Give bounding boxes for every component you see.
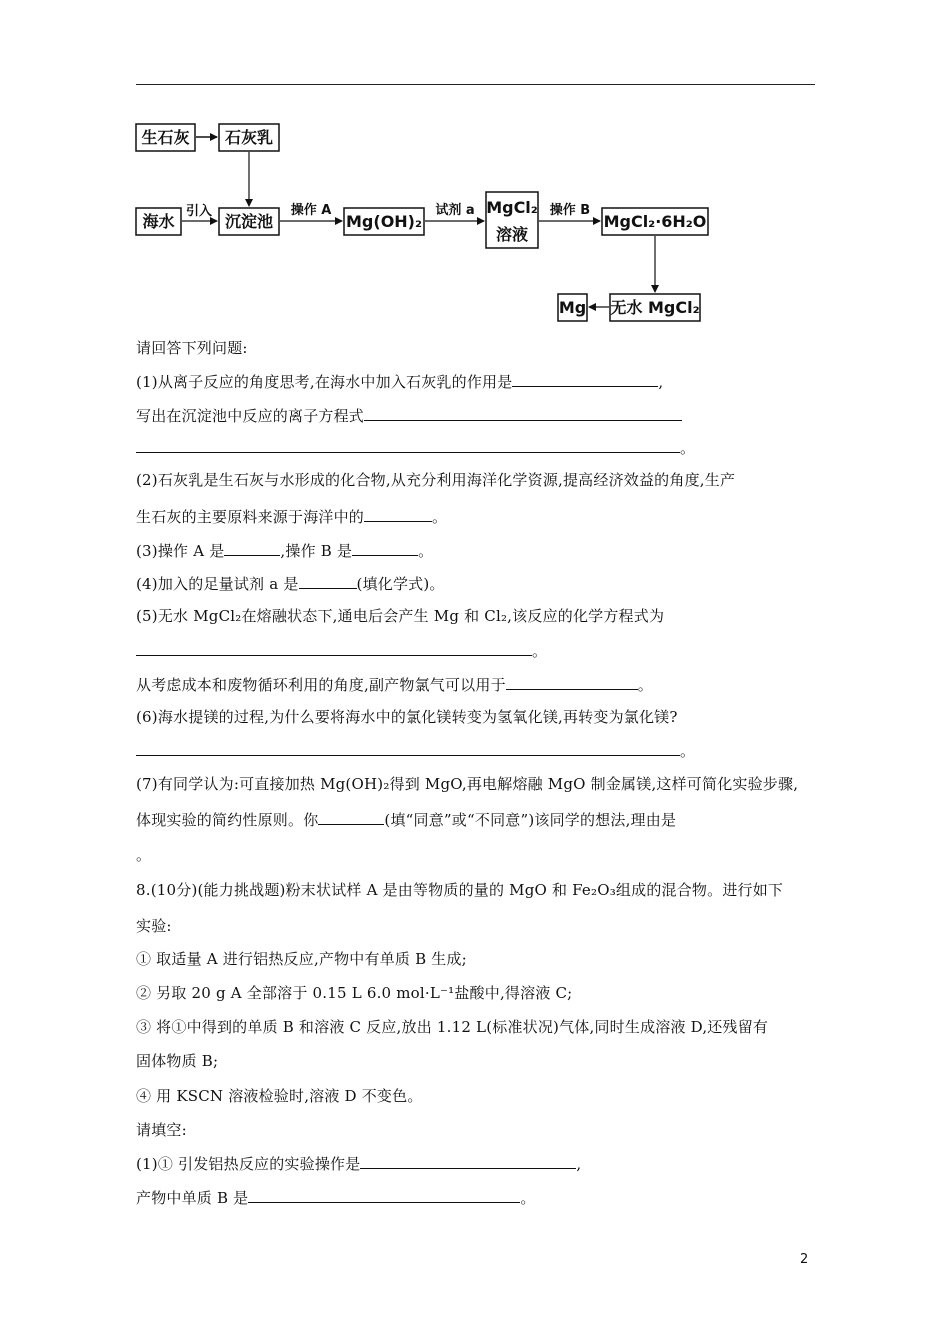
question-5b: 。 bbox=[136, 640, 547, 661]
question-1a: (1)从离子反应的角度思考,在海水中加入石灰乳的作用是 , bbox=[136, 373, 664, 391]
question-5a: (5)无水 MgCl₂在熔融状态下,通电后会产生 Mg 和 Cl₂,该反应的化学方程式为 bbox=[136, 607, 665, 625]
question-2b: 生石灰的主要原料来源于海洋中的 。 bbox=[136, 508, 448, 526]
question-3: (3)操作 A 是 ,操作 B 是 。 bbox=[136, 542, 434, 560]
answer-blank[interactable] bbox=[248, 1187, 520, 1203]
answer-blank[interactable] bbox=[352, 540, 418, 556]
answer-blank[interactable] bbox=[364, 405, 682, 421]
fill-question-1b: 产物中单质 B 是 。 bbox=[136, 1189, 536, 1207]
answer-blank[interactable] bbox=[299, 573, 357, 589]
node-mgcl2-solution bbox=[486, 192, 538, 248]
node-mg bbox=[558, 294, 587, 321]
answer-blank[interactable] bbox=[360, 1153, 576, 1169]
answer-blank[interactable] bbox=[136, 740, 680, 756]
step-1: ① 取适量 A 进行铝热反应,产物中有单质 B 生成; bbox=[136, 950, 467, 968]
node-limemilk bbox=[219, 124, 279, 151]
question-6: (6)海水提镁的过程,为什么要将海水中的氯化镁转变为氢氧化镁,再转变为氯化镁? bbox=[136, 708, 678, 726]
label-introduce: 引入 bbox=[185, 204, 213, 219]
step-3b: 固体物质 B; bbox=[136, 1052, 219, 1070]
question-1c: 。 bbox=[136, 437, 695, 458]
svg-text:沉淀池: 沉淀池 bbox=[224, 212, 274, 231]
magnesium-extraction-flowchart bbox=[0, 0, 950, 340]
svg-text:海水: 海水 bbox=[142, 212, 175, 231]
answer-blank[interactable] bbox=[136, 437, 680, 453]
answer-blank[interactable] bbox=[512, 371, 658, 387]
question-4: (4)加入的足量试剂 a 是 (填化学式)。 bbox=[136, 575, 445, 593]
node-seawater bbox=[136, 208, 181, 235]
question-7a: (7)有同学认为:可直接加热 Mg(OH)₂得到 MgO,再电解熔融 MgO 制金属镁,这样可简化实验步骤, bbox=[136, 775, 799, 793]
svg-text:MgCl₂·6H₂O: MgCl₂·6H₂O bbox=[603, 212, 707, 231]
svg-text:石灰乳: 石灰乳 bbox=[224, 128, 274, 147]
node-mgoh2 bbox=[344, 208, 424, 235]
node-sedimentation-tank bbox=[219, 208, 279, 235]
question-7b: 体现实验的简约性原则。你 (填“同意”或“不同意”)该同学的想法,理由是 bbox=[136, 811, 677, 829]
question-2a: (2)石灰乳是生石灰与水形成的化合物,从充分利用海洋化学资源,提高经济效益的角度,生产 bbox=[136, 471, 736, 489]
node-quicklime bbox=[136, 124, 195, 151]
node-anhydrous-mgcl2 bbox=[610, 294, 700, 321]
step-4: ④ 用 KSCN 溶液检验时,溶液 D 不变色。 bbox=[136, 1087, 423, 1105]
svg-text:Mg: Mg bbox=[558, 298, 587, 317]
answer-blank[interactable] bbox=[364, 506, 432, 522]
answer-blank[interactable] bbox=[136, 640, 532, 656]
question-5c: 从考虑成本和废物循环利用的角度,副产物氯气可以用于 。 bbox=[136, 676, 653, 694]
svg-text:溶液: 溶液 bbox=[495, 225, 529, 244]
svg-text:无水 MgCl₂: 无水 MgCl₂ bbox=[610, 298, 700, 317]
fill-question-1a: (1)① 引发铝热反应的实验操作是 , bbox=[136, 1155, 582, 1173]
svg-text:MgCl₂: MgCl₂ bbox=[486, 198, 538, 217]
svg-text:Mg(OH)₂: Mg(OH)₂ bbox=[346, 212, 422, 231]
question-1b: 写出在沉淀池中反应的离子方程式 bbox=[136, 405, 682, 426]
node-mgcl2-hydrate bbox=[602, 208, 708, 235]
page-number: 2 bbox=[800, 1252, 809, 1267]
answer-blank[interactable] bbox=[224, 540, 280, 556]
svg-text:生石灰: 生石灰 bbox=[141, 128, 190, 147]
fill-intro: 请填空: bbox=[136, 1121, 187, 1139]
answer-blank[interactable] bbox=[318, 809, 384, 825]
label-operation-a: 操作 A bbox=[290, 203, 332, 218]
label-reagent-a: 试剂 a bbox=[435, 203, 475, 218]
label-operation-b: 操作 B bbox=[549, 203, 591, 218]
step-2: ② 另取 20 g A 全部溶于 0.15 L 6.0 mol·L⁻¹盐酸中,得溶液 C; bbox=[136, 984, 573, 1002]
answer-blank[interactable] bbox=[506, 674, 638, 690]
question-6-answer: 。 bbox=[136, 740, 695, 761]
problem-8a: 8.(10分)(能力挑战题)粉末状试样 A 是由等物质的量的 MgO 和 Fe₂O₃组成的混合物。进行如下 bbox=[136, 881, 784, 899]
problem-8b: 实验: bbox=[136, 917, 172, 935]
intro-text: 请回答下列问题: bbox=[136, 339, 248, 357]
step-3a: ③ 将①中得到的单质 B 和溶液 C 反应,放出 1.12 L(标准状况)气体,同时生成溶液 D,还残留有 bbox=[136, 1018, 769, 1036]
question-7c: 。 bbox=[136, 846, 152, 864]
